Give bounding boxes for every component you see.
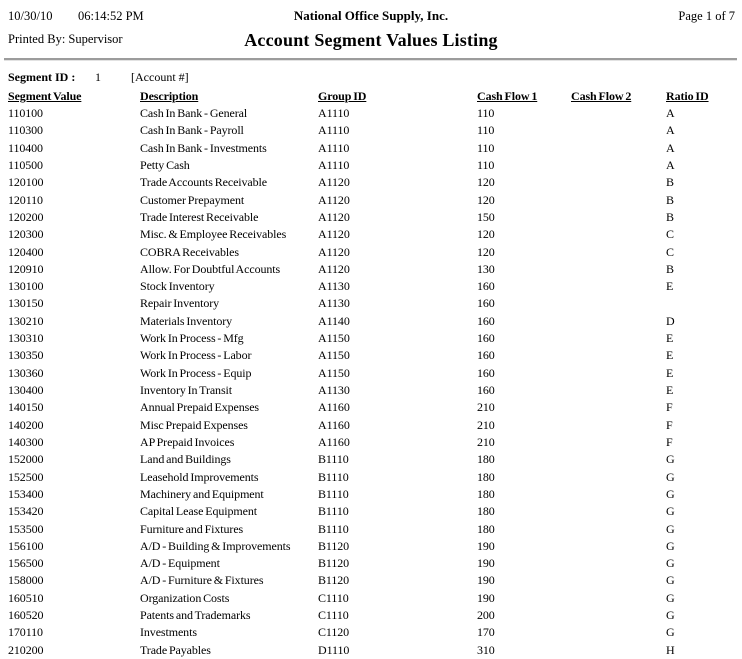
cell-cash-flow-1: 190 — [477, 538, 495, 553]
cell-description: Leasehold Improvements — [140, 469, 259, 484]
cell-segment-value: 130150 — [8, 296, 44, 311]
table-row — [0, 244, 742, 261]
cell-segment-value: 156500 — [8, 556, 44, 571]
table-row — [0, 313, 742, 330]
table-row — [0, 399, 742, 416]
cell-cash-flow-1: 160 — [477, 331, 495, 346]
cell-cash-flow-1: 190 — [477, 556, 495, 571]
cell-description: Cash In Bank - General — [140, 106, 248, 120]
cell-group-id: A1120 — [318, 261, 350, 276]
cell-ratio-id: G — [666, 469, 675, 484]
table-row — [0, 105, 742, 122]
cell-segment-value: 156100 — [8, 538, 44, 553]
cell-ratio-id: G — [666, 608, 675, 623]
page-number: Page 1 of 7 — [678, 9, 735, 23]
column-header-segment-value: Segment Value — [8, 89, 82, 103]
cell-description: Annual Prepaid Expenses — [140, 400, 260, 415]
cell-cash-flow-1: 150 — [477, 209, 495, 224]
table-row — [0, 261, 742, 278]
cell-segment-value: 160510 — [8, 590, 44, 605]
table-row — [0, 192, 742, 209]
table-row — [0, 330, 742, 347]
cell-cash-flow-1: 120 — [477, 175, 495, 190]
table-row — [0, 209, 742, 226]
cell-segment-value: 170110 — [8, 625, 43, 640]
cell-description: Cash In Bank - Payroll — [140, 123, 244, 138]
cell-ratio-id: G — [666, 573, 675, 588]
table-row — [0, 607, 742, 624]
cell-ratio-id: B — [666, 209, 674, 224]
cell-group-id: B1110 — [318, 452, 349, 467]
cell-cash-flow-1: 160 — [477, 296, 495, 311]
cell-segment-value: 153420 — [8, 504, 44, 519]
cell-group-id: C1110 — [318, 590, 349, 605]
cell-description: Inventory In Transit — [140, 383, 233, 397]
cell-group-id: A1110 — [318, 106, 350, 120]
cell-segment-value: 120100 — [8, 175, 44, 190]
cell-description: Work In Process - Mfg — [140, 331, 244, 346]
cell-ratio-id: E — [666, 331, 674, 346]
table-row — [0, 451, 742, 468]
cell-cash-flow-1: 180 — [477, 521, 495, 536]
table-row — [0, 226, 742, 243]
cell-ratio-id: G — [666, 452, 675, 467]
table-row — [0, 538, 742, 555]
cell-ratio-id: F — [666, 400, 673, 415]
cell-group-id: A1120 — [318, 175, 350, 190]
cell-description: A/D - Building & Improvements — [140, 538, 291, 553]
cell-description: A/D - Furniture & Fixtures — [140, 573, 264, 588]
cell-segment-value: 130360 — [8, 365, 44, 380]
cell-cash-flow-1: 160 — [477, 348, 495, 363]
table-row — [0, 469, 742, 486]
column-header-cash-flow-2: Cash Flow 2 — [571, 89, 632, 103]
cell-description: Cash In Bank - Investments — [140, 140, 267, 155]
cell-group-id: A1160 — [318, 434, 350, 449]
segment-id-label: Segment ID : — [8, 70, 76, 84]
cell-description: Trade Accounts Receivable — [140, 175, 268, 190]
cell-cash-flow-1: 120 — [477, 227, 495, 242]
cell-ratio-id: G — [666, 486, 675, 501]
cell-segment-value: 130100 — [8, 279, 44, 294]
cell-cash-flow-1: 180 — [477, 469, 495, 484]
cell-segment-value: 140300 — [8, 434, 44, 449]
cell-description: Land and Buildings — [140, 452, 231, 467]
table-row — [0, 590, 742, 607]
cell-segment-value: 110400 — [8, 140, 43, 155]
cell-description: Misc Prepaid Expenses — [140, 417, 248, 432]
cell-segment-value: 140150 — [8, 400, 44, 415]
cell-description: Capital Lease Equipment — [140, 504, 257, 519]
cell-cash-flow-1: 120 — [477, 244, 495, 259]
cell-segment-value: 110500 — [8, 157, 43, 172]
cell-group-id: B1110 — [318, 486, 349, 501]
cell-group-id: C1110 — [318, 608, 349, 623]
cell-cash-flow-1: 160 — [477, 279, 495, 294]
cell-segment-value: 130350 — [8, 348, 44, 363]
cell-group-id: A1110 — [318, 123, 350, 138]
cell-group-id: A1110 — [318, 140, 350, 155]
cell-group-id: B1120 — [318, 556, 350, 571]
cell-ratio-id: B — [666, 175, 674, 190]
cell-segment-value: 120910 — [8, 261, 44, 276]
cell-segment-value: 130310 — [8, 331, 44, 346]
column-header-group-id: Group ID — [318, 89, 367, 103]
cell-cash-flow-1: 160 — [477, 365, 495, 380]
cell-ratio-id: B — [666, 261, 674, 276]
cell-cash-flow-1: 120 — [477, 192, 495, 207]
cell-ratio-id: F — [666, 417, 673, 432]
cell-description: Trade Payables — [140, 642, 211, 657]
cell-cash-flow-1: 110 — [477, 123, 495, 138]
cell-ratio-id: A — [666, 140, 675, 155]
table-row — [0, 572, 742, 589]
cell-segment-value: 130400 — [8, 383, 44, 397]
cell-segment-value: 120110 — [8, 192, 43, 207]
cell-ratio-id: G — [666, 521, 675, 536]
cell-group-id: A1160 — [318, 400, 350, 415]
cell-ratio-id: B — [666, 192, 674, 207]
cell-group-id: A1130 — [318, 279, 350, 294]
cell-ratio-id: G — [666, 590, 675, 605]
cell-group-id: A1120 — [318, 209, 350, 224]
cell-cash-flow-1: 210 — [477, 400, 495, 415]
table-body — [0, 105, 742, 659]
cell-group-id: A1160 — [318, 417, 350, 432]
cell-group-id: B1120 — [318, 538, 350, 553]
cell-group-id: B1110 — [318, 469, 349, 484]
cell-description: Furniture and Fixtures — [140, 521, 244, 536]
cell-cash-flow-1: 110 — [477, 140, 495, 155]
cell-ratio-id: C — [666, 227, 674, 242]
cell-group-id: A1150 — [318, 348, 350, 363]
cell-segment-value: 120300 — [8, 227, 44, 242]
table-row — [0, 174, 742, 191]
cell-cash-flow-1: 200 — [477, 608, 495, 623]
cell-ratio-id: G — [666, 625, 675, 640]
table-row — [0, 642, 742, 659]
cell-group-id: A1130 — [318, 383, 350, 397]
cell-segment-value: 120400 — [8, 244, 44, 259]
cell-cash-flow-1: 210 — [477, 434, 495, 449]
cell-group-id: B1110 — [318, 504, 349, 519]
table-row — [0, 122, 742, 139]
cell-description: Work In Process - Equip — [140, 365, 252, 380]
cell-ratio-id: E — [666, 348, 674, 363]
table-row — [0, 434, 742, 451]
table-row — [0, 503, 742, 520]
cell-segment-value: 210200 — [8, 642, 44, 657]
cell-description: Patents and Trademarks — [140, 608, 251, 623]
cell-description: A/D - Equipment — [140, 556, 220, 571]
cell-cash-flow-1: 110 — [477, 157, 495, 172]
cell-description: Misc. & Employee Receivables — [140, 227, 287, 242]
cell-description: Customer Prepayment — [140, 192, 245, 207]
column-header-cash-flow-1: Cash Flow 1 — [477, 89, 538, 103]
cell-ratio-id: G — [666, 538, 675, 553]
cell-ratio-id: A — [666, 123, 675, 138]
segment-name: [Account #] — [131, 70, 189, 84]
cell-segment-value: 152000 — [8, 452, 44, 467]
cell-cash-flow-1: 190 — [477, 573, 495, 588]
table-row — [0, 365, 742, 382]
cell-group-id: A1110 — [318, 157, 350, 172]
cell-ratio-id: A — [666, 157, 675, 172]
header-divider — [4, 58, 737, 61]
cell-cash-flow-1: 180 — [477, 486, 495, 501]
cell-cash-flow-1: 310 — [477, 642, 495, 657]
cell-description: Investments — [140, 625, 197, 640]
cell-group-id: A1140 — [318, 313, 350, 328]
cell-group-id: A1120 — [318, 192, 350, 207]
cell-cash-flow-1: 210 — [477, 417, 495, 432]
cell-segment-value: 110100 — [8, 106, 43, 120]
cell-description: Stock Inventory — [140, 279, 215, 294]
segment-id-row — [0, 70, 742, 86]
cell-ratio-id: H — [666, 642, 675, 657]
cell-ratio-id: G — [666, 504, 675, 519]
cell-ratio-id: E — [666, 383, 674, 397]
cell-segment-value: 120200 — [8, 209, 44, 224]
cell-description: Repair Inventory — [140, 296, 220, 311]
cell-cash-flow-1: 180 — [477, 504, 495, 519]
segment-id-value: 1 — [95, 70, 101, 84]
table-row — [0, 624, 742, 641]
cell-ratio-id: A — [666, 106, 675, 120]
table-row — [0, 347, 742, 364]
cell-group-id: A1150 — [318, 365, 350, 380]
table-row — [0, 295, 742, 312]
table-row — [0, 140, 742, 157]
cell-group-id: B1110 — [318, 521, 349, 536]
cell-ratio-id: D — [666, 313, 675, 328]
cell-description: AP Prepaid Invoices — [140, 434, 235, 449]
cell-description: Petty Cash — [140, 157, 190, 172]
table-row — [0, 278, 742, 295]
cell-description: COBRA Receivables — [140, 244, 239, 259]
cell-description: Machinery and Equipment — [140, 486, 264, 501]
cell-ratio-id: F — [666, 434, 673, 449]
cell-group-id: A1130 — [318, 296, 350, 311]
cell-ratio-id: C — [666, 244, 674, 259]
report-title: Account Segment Values Listing — [244, 30, 498, 50]
cell-ratio-id: E — [666, 279, 674, 294]
cell-group-id: B1120 — [318, 573, 350, 588]
cell-description: Work In Process - Labor — [140, 348, 252, 363]
cell-segment-value: 153500 — [8, 521, 44, 536]
table-row — [0, 382, 742, 399]
table-row — [0, 417, 742, 434]
cell-segment-value: 153400 — [8, 486, 44, 501]
cell-segment-value: 152500 — [8, 469, 44, 484]
cell-segment-value: 110300 — [8, 123, 43, 138]
cell-cash-flow-1: 130 — [477, 261, 495, 276]
cell-cash-flow-1: 110 — [477, 106, 495, 120]
cell-segment-value: 140200 — [8, 417, 44, 432]
cell-cash-flow-1: 160 — [477, 313, 495, 328]
cell-group-id: A1120 — [318, 227, 350, 242]
company-name: National Office Supply, Inc. — [293, 8, 449, 23]
report-date: 10/30/10 — [8, 9, 53, 23]
column-header-description: Description — [140, 89, 199, 103]
cell-cash-flow-1: 170 — [477, 625, 495, 640]
table-header-row — [0, 89, 742, 105]
cell-description: Materials Inventory — [140, 313, 233, 328]
cell-description: Organization Costs — [140, 590, 230, 605]
cell-description: Trade Interest Receivable — [140, 209, 259, 224]
cell-group-id: C1120 — [318, 625, 350, 640]
cell-cash-flow-1: 190 — [477, 590, 495, 605]
printed-by: Printed By: Supervisor — [8, 32, 123, 46]
table-row — [0, 555, 742, 572]
table-row — [0, 157, 742, 174]
cell-group-id: A1120 — [318, 244, 350, 259]
table-row — [0, 521, 742, 538]
cell-segment-value: 130210 — [8, 313, 44, 328]
cell-cash-flow-1: 180 — [477, 452, 495, 467]
report-time: 06:14:52 PM — [78, 9, 144, 23]
cell-segment-value: 160520 — [8, 608, 44, 623]
cell-segment-value: 158000 — [8, 573, 44, 588]
cell-ratio-id: E — [666, 365, 674, 380]
cell-cash-flow-1: 160 — [477, 383, 495, 397]
table-row — [0, 486, 742, 503]
cell-description: Allow. For Doubtful Accounts — [140, 261, 281, 276]
column-header-ratio-id: Ratio ID — [666, 89, 709, 103]
cell-group-id: D1110 — [318, 642, 350, 657]
cell-group-id: A1150 — [318, 331, 350, 346]
cell-ratio-id: G — [666, 556, 675, 571]
